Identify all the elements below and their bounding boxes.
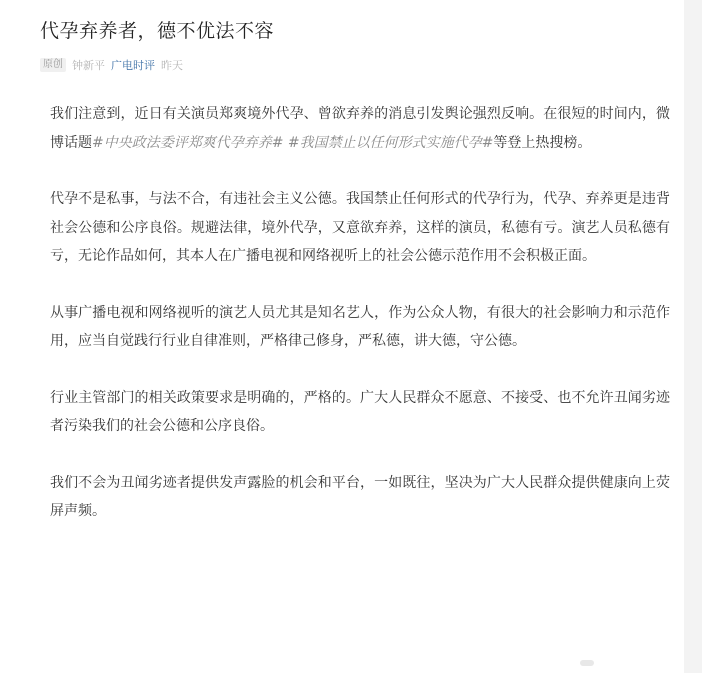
page-side-gutter bbox=[684, 0, 702, 673]
article-title: 代孕弃养者，德不优法不容 bbox=[40, 20, 275, 42]
original-badge: 原创 bbox=[40, 58, 66, 72]
paragraph-4: 行业主管部门的相关政策要求是明确的，严格的。广大人民群众不愿意、不接受、也不允许丑闻劣迹者污染我们的社会公德和公序良俗。 bbox=[50, 389, 670, 434]
paragraph-2: 代孕不是私事，与法不合，有违社会主义公德。我国禁止任何形式的代孕行为，代孕、弃养更是违背社会公德和公序良俗。规避法律，境外代孕，又意欲弃养，这样的演员，私德有亏。演艺人员私德有亏，无论作品如何，其本人在广播电视和网络视听上的社会公德示范作用不会积极正面。 bbox=[50, 191, 670, 264]
paragraph-3: 从事广播电视和网络视听的演艺人员尤其是知名艺人，作为公众人物，有很大的社会影响力和示范作用，应当自觉践行行业自律准则，严格律己修身，严私德，讲大德，守公德。 bbox=[50, 304, 670, 349]
author-name[interactable]: 钟新平 bbox=[72, 59, 105, 72]
paragraph-1-text-c: 等登上热搜榜。 bbox=[493, 134, 592, 151]
account-link[interactable]: 广电时评 bbox=[111, 59, 155, 72]
paragraph-5: 我们不会为丑闻劣迹者提供发声露脸的机会和平台，一如既往，坚决为广大人民群众提供健康向上荧屏声频。 bbox=[50, 474, 670, 519]
faded-watermark bbox=[580, 660, 594, 666]
paragraph-1-text-a: 我们注意到，近日有关演员郑爽境外代孕、曾欲弃养的消息引发舆论强烈反响。在很短的时间内，微博话题 bbox=[50, 106, 670, 151]
article-meta bbox=[40, 57, 183, 73]
paragraph-1 bbox=[50, 100, 670, 157]
article-body bbox=[50, 100, 670, 554]
weibo-topic-link[interactable]: #中央政法委评郑爽代孕弃养# bbox=[92, 134, 284, 151]
weibo-topic-link[interactable]: #我国禁止以任何形式实施代孕# bbox=[287, 134, 494, 151]
publish-date: 昨天 bbox=[161, 59, 183, 72]
